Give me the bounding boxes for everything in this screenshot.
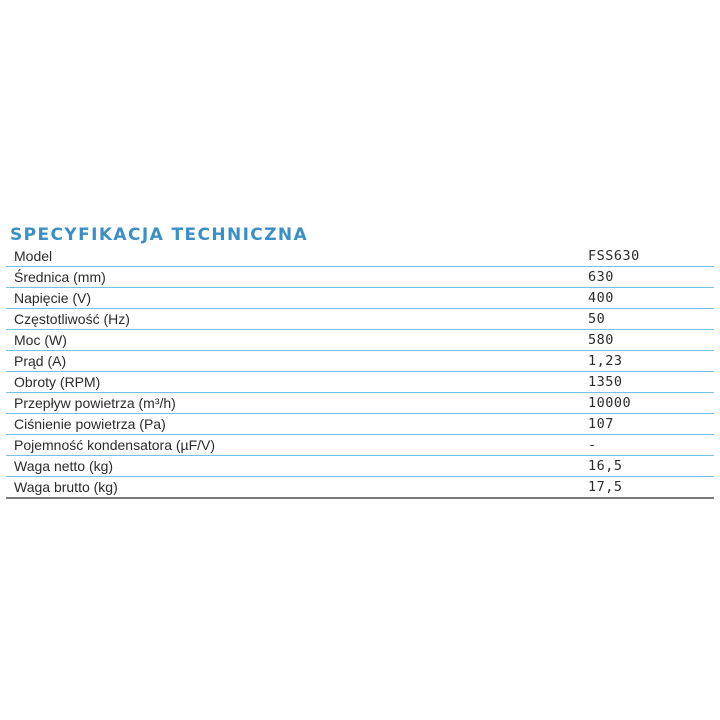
- row-value: 17,5: [588, 477, 714, 499]
- row-label: Moc (W): [6, 330, 588, 351]
- row-value: 16,5: [588, 456, 714, 477]
- row-label: Waga netto (kg): [6, 456, 588, 477]
- row-label: Pojemność kondensatora (µF/V): [6, 435, 588, 456]
- row-label: Napięcie (V): [6, 288, 588, 309]
- row-label: Obroty (RPM): [6, 372, 588, 393]
- table-row: [6, 414, 714, 435]
- table-row: [6, 330, 714, 351]
- row-label: Waga brutto (kg): [6, 477, 588, 499]
- row-value: 1,23: [588, 351, 714, 372]
- table-row: [6, 393, 714, 414]
- table-row: [6, 246, 714, 267]
- row-value: 580: [588, 330, 714, 351]
- row-label: Średnica (mm): [6, 267, 588, 288]
- row-label: Przepływ powietrza (m³/h): [6, 393, 588, 414]
- row-value: FSS630: [588, 246, 714, 267]
- row-label: Ciśnienie powietrza (Pa): [6, 414, 588, 435]
- table-row: [6, 351, 714, 372]
- table-row: [6, 288, 714, 309]
- table-row: [6, 309, 714, 330]
- table-row: [6, 477, 714, 499]
- row-value: 400: [588, 288, 714, 309]
- table-row: [6, 456, 714, 477]
- table-row: [6, 372, 714, 393]
- row-label: Prąd (A): [6, 351, 588, 372]
- row-value: 1350: [588, 372, 714, 393]
- row-label: Częstotliwość (Hz): [6, 309, 588, 330]
- table-row: [6, 267, 714, 288]
- row-label: Model: [6, 246, 588, 267]
- row-value: 630: [588, 267, 714, 288]
- row-value: 10000: [588, 393, 714, 414]
- table-row: [6, 435, 714, 456]
- row-value: -: [588, 435, 714, 456]
- row-value: 50: [588, 309, 714, 330]
- spec-table: [6, 246, 714, 499]
- row-value: 107: [588, 414, 714, 435]
- section-title: SPECYFIKACJA TECHNICZNA: [10, 225, 309, 245]
